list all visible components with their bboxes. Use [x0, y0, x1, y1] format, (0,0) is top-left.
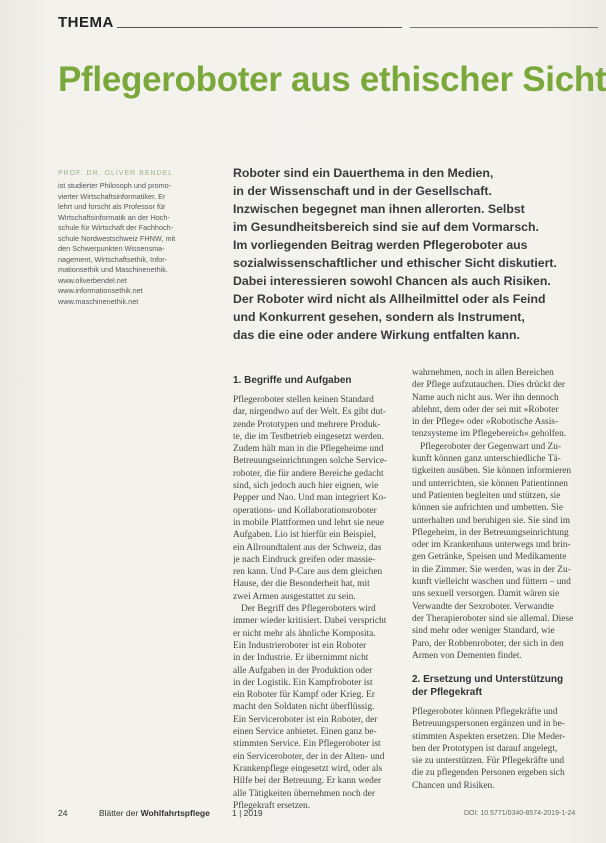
body-line: können sie aufrichten und umbetten. Sie: [412, 503, 564, 514]
article-title: Pflegeroboter aus ethischer Sicht: [58, 60, 606, 99]
body-line: Ein Industrieroboter ist ein Roboter: [233, 640, 367, 651]
body-line: ein Serviceroboter, der in der Alten- und: [233, 751, 385, 762]
journal-name: [99, 808, 210, 818]
lead-line: Dabei interessieren sowohl Chancen als auch Risiken.: [233, 274, 551, 288]
lead-line: Inzwischen begegnet man ihnen allerorten. Selbst: [233, 202, 525, 216]
author-bio-line: nagement, Wirtschaftsethik, Infor-: [58, 254, 168, 264]
author-bio-line: schule für Wirtschaft der Fachhoch-: [58, 223, 174, 232]
body-line: Armen von Dementen findet.: [412, 650, 522, 661]
body-line: alle Aufgaben in der Produktion oder: [233, 665, 373, 676]
body-line: uns sexuell versorgen. Damit wären sie: [412, 589, 560, 600]
header-rule: [117, 27, 402, 28]
author-bio-line: mationsethik und Maschinenethik.: [58, 265, 168, 274]
lead-line: in der Wissenschaft und in der Gesellschaft.: [233, 184, 492, 198]
body-line: ein Roboter für Kampf oder Krieg. Er: [233, 690, 375, 701]
body-line: Pflegekraft ersetzen.: [233, 800, 311, 811]
body-line: er nicht mehr als ähnliche Komposita.: [233, 628, 376, 639]
lead-line: sozialwissenschaftlicher und ethischer Sicht diskutiert.: [233, 256, 557, 270]
body-line: ein Allroundtalent aus der Schweiz, das: [233, 542, 382, 553]
body-line: der Pflege aufzutauchen. Dies drückt der: [412, 380, 566, 391]
author-name: PROF. DR. OLIVER BENDEL: [58, 170, 174, 177]
body-line: die zu pflegenden Personen ergeben sich: [412, 768, 565, 779]
body-line: sind mehr oder weniger Standard, wie: [412, 626, 555, 637]
lead-line: Der Roboter wird nicht als Allheilmittel oder als Feind: [233, 292, 546, 306]
body-line: Name auch nicht aus. Wer ihn dennoch: [412, 392, 559, 403]
journal-bold: Wohlfahrtspflege: [140, 808, 210, 818]
body-column-right-2: [412, 706, 580, 792]
lead-line: Roboter sind ein Dauerthema in den Medien,: [233, 166, 494, 180]
body-line: roboter, die für andere Bereiche gedacht: [233, 468, 384, 479]
body-line: Hilfe bei der Betreuung. Er kann weder: [233, 776, 382, 787]
body-line: immer wieder kritisiert. Dabei verspricht: [233, 616, 387, 627]
body-line: Verwandte der Sexroboter. Verwandte: [412, 601, 554, 612]
body-line: Ein Serviceroboter ist ein Roboter, der: [233, 714, 378, 725]
author-bio: [58, 181, 208, 307]
body-line: ren kann. Und P-Care aus dem gleichen: [233, 567, 383, 578]
author-bio-line: vierter Wirtschaftsinformatiker. Er: [58, 191, 166, 201]
page-number: 24: [58, 808, 68, 818]
body-line: oder im Krankenhaus unterwegs und brin-: [412, 540, 571, 551]
body-line: Krankenpflege eingesetzt wird, oder als: [233, 763, 383, 774]
body-line: dar, nirgendwo auf der Welt. Es gibt dut-: [233, 407, 386, 418]
body-line: Hause, der die Besonderheit hat, mit: [233, 579, 370, 590]
body-line: je nach Eindruck greifen oder massie-: [233, 554, 376, 565]
section-heading-line: der Pflegekraft: [412, 687, 483, 698]
body-line: zwei Armen ausgestattet zu sein.: [233, 591, 356, 602]
body-line: und unterrichten, sie können Patientinnen: [412, 478, 568, 489]
body-line: macht den Soldaten nicht überflüssig.: [233, 702, 375, 713]
body-line: Betreuungseinrichtungen solche Service-: [233, 456, 388, 467]
lead-line: im Gesundheitsbereich sind sie auf dem Vormarsch.: [233, 220, 539, 234]
body-line: Pflegeroboter stellen keinen Standard: [233, 395, 374, 405]
author-bio-line: den Schwerpunkten Wissensma-: [58, 244, 165, 253]
author-bio-line: www.maschinenethik.net: [58, 296, 139, 306]
body-line: in mobile Plattformen und lehrt sie neue: [233, 517, 385, 528]
body-line: Zudem hält man in die Pflegeheime und: [233, 444, 384, 455]
body-line: und Patienten begleiten und stützen, sie: [412, 490, 561, 501]
body-line: kunft können ganz unterschiedliche Tä-: [412, 454, 561, 465]
body-line: zende Prototypen und mehrere Produk-: [233, 419, 381, 430]
body-line: Betreuungspersonen ergänzen und in be-: [412, 719, 565, 730]
body-line: ablehnt, dem oder der sei mit »Roboter: [412, 404, 559, 415]
author-bio-line: ist studierter Philosoph und promo-: [58, 181, 172, 190]
body-line: Pflegeheim, in der Betreuungseinrichtung: [412, 527, 569, 538]
body-line: wahrnehmen, noch in allen Bereichen: [412, 368, 554, 378]
section-heading-1: 1. Begriffe und Aufgaben: [233, 375, 352, 386]
body-line: einen Service anbietet. Einen ganz be-: [233, 727, 377, 738]
author-bio-line: www.informationsethik.net: [58, 286, 143, 295]
body-line: der Therapieroboter sind sie allemal. Diese: [412, 613, 574, 624]
header-rule-right: [410, 27, 598, 28]
body-line: in der Pflege« oder »Robotische Assis-: [412, 417, 559, 428]
body-line: tenzsysteme im Pflegebereich« geholfen.: [412, 429, 567, 440]
author-bio-line: Wirtschaftsinformatik an der Hoch-: [58, 212, 170, 222]
body-line: Aufgaben. Lio ist hierfür ein Beispiel,: [233, 530, 376, 541]
journal-prefix: Blätter der: [99, 808, 141, 818]
author-bio-line: lehrt und forscht als Professor für: [58, 202, 166, 211]
body-line: operations- und Kollaborationsroboter: [233, 505, 377, 516]
body-line: in der Industrie. Er übernimmt nicht: [233, 653, 369, 664]
issue-label: 1 | 2019: [232, 808, 263, 818]
body-line: kunft vielleicht waschen und füttern – und: [412, 577, 571, 588]
body-line: tigkeiten ausüben. Sie können informieren: [412, 466, 572, 477]
body-line: stimmten Aspekten ersetzen. Die Meder-: [412, 731, 566, 742]
body-line: ben der Prototypen ist darauf angelegt,: [412, 743, 558, 754]
lead-line: das die eine oder andere Wirkung entfalten kann.: [233, 328, 520, 342]
body-line: Paro, der Robbenroboter, der sich in den: [412, 638, 564, 649]
body-line: in die Zimmer. Sie werden, was in der Zu-: [412, 564, 571, 575]
lead-paragraph: [233, 164, 563, 344]
section-heading-line: 2. Ersetzung und Unterstützung: [412, 674, 564, 685]
body-line: Pflegeroboter der Gegenwart und Zu-: [420, 441, 562, 452]
body-line: unterhalten und beruhigen sie. Sie sind im: [412, 515, 571, 526]
body-line: Der Begriff des Pflegeroboters wird: [241, 604, 376, 615]
body-line: gen Getränke, Speisen und Medikamente: [412, 552, 567, 563]
doi-label: DOI: 10.5771/0340-8574-2019-1-24: [464, 810, 576, 817]
body-line: Pepper und Nao. Und man integriert Ko-: [233, 493, 387, 504]
body-line: sie zu unterstützen. Für Pflegekräfte und: [412, 756, 565, 767]
body-column-left: [233, 394, 398, 812]
lead-line: und Konkurrent gesehen, sondern als Instrument,: [233, 310, 525, 324]
section-heading-2: [412, 673, 563, 699]
body-line: Pflegeroboter können Pflegekräfte und: [412, 707, 558, 717]
body-line: te, die im Testbetrieb eingesetzt werden.: [233, 431, 384, 442]
body-line: stimmten Service. Ein Pflegeroboter ist: [233, 739, 381, 750]
body-line: sind, sich jedoch auch hier eignen, wie: [233, 481, 379, 492]
body-line: alle Tätigkeiten übernehmen noch der: [233, 788, 375, 799]
body-line: in der Logistik. Ein Kampfroboter ist: [233, 677, 373, 688]
body-column-right: [412, 367, 580, 662]
lead-line: Im vorliegenden Beitrag werden Pflegeroboter aus: [233, 238, 528, 252]
author-bio-line: www.oliverbendel.net: [58, 275, 127, 285]
body-line: Chancen und Risiken.: [412, 780, 495, 791]
section-label: THEMA: [58, 14, 114, 31]
author-bio-line: schule Nordwestschweiz FHNW, mit: [58, 233, 176, 243]
